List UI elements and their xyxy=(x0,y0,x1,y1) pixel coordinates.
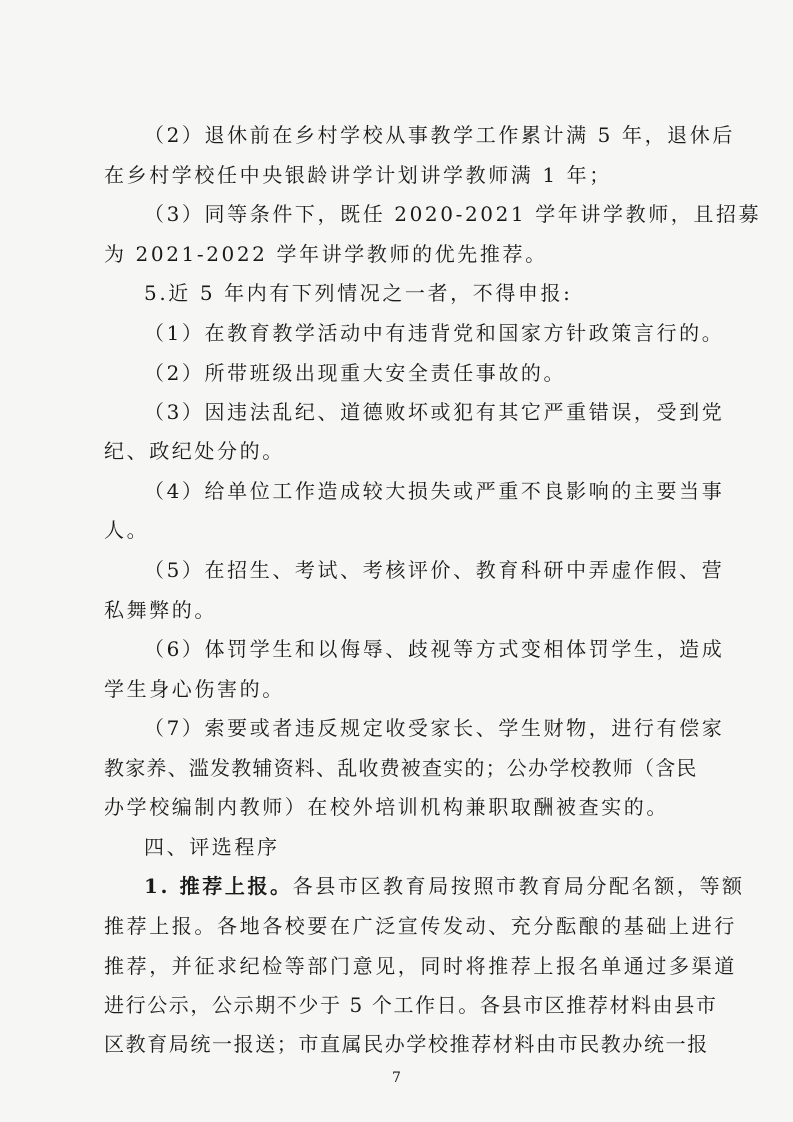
text-line: 教家养、滥发教辅资料、乱收费被查实的；公办学校教师（含民 xyxy=(104,756,698,780)
page-number: 7 xyxy=(392,1070,401,1086)
text-line: 纪、政纪处分的。 xyxy=(104,439,285,463)
text-line: 区教育局统一报送；市直属民办学校推荐材料由市民教办统一报 xyxy=(104,1032,709,1056)
text-line: （2）退休前在乡村学校从事教学工作累计满 5 年，退休后 xyxy=(144,123,735,147)
text-line: （5）在招生、考试、考核评价、教育科研中弄虚作假、营 xyxy=(144,558,725,582)
text-line: 人。 xyxy=(104,518,150,542)
text-line: 私舞弊的。 xyxy=(104,598,217,622)
text-line: 为 2021-2022 学年讲学教师的优先推荐。 xyxy=(104,242,548,266)
subsection-heading: 1. 推荐上报。 xyxy=(144,874,293,898)
text-run: 各县市区教育局按照市教育局分配名额，等额 xyxy=(292,874,745,898)
text-line: （3）因违法乱纪、道德败坏或犯有其它严重错误，受到党 xyxy=(144,400,725,424)
text-line: （2）所带班级出现重大安全责任事故的。 xyxy=(144,361,567,385)
text-line: 推荐，并征求纪检等部门意见，同时将推荐上报名单通过多渠道 xyxy=(104,954,737,978)
text-line: 学生身心伤害的。 xyxy=(104,677,285,701)
text-line: （1）在教育教学活动中有违背党和国家方针政策言行的。 xyxy=(144,321,725,345)
text-line: （6）体罚学生和以侮辱、歧视等方式变相体罚学生，造成 xyxy=(144,637,725,661)
section-heading: 四、评选程序 xyxy=(144,835,280,859)
text-line: 在乡村学校任中央银龄讲学计划讲学教师满 1 年； xyxy=(104,163,612,187)
text-line xyxy=(144,873,745,899)
text-line: （3）同等条件下，既任 2020-2021 学年讲学教师，且招募 xyxy=(144,202,762,226)
text-line: 办学校编制内教师）在校外培训机构兼职取酬被查实的。 xyxy=(104,795,669,819)
text-line: （7）索要或者违反规定收受家长、学生财物，进行有偿家 xyxy=(144,716,725,740)
text-line: （4）给单位工作造成较大损失或严重不良影响的主要当事 xyxy=(144,479,725,503)
text-line: 推荐上报。各地各校要在广泛宣传发动、充分酝酿的基础上进行 xyxy=(104,914,737,938)
text-line: 进行公示，公示期不少于 5 个工作日。各县市区推荐材料由县市 xyxy=(104,993,718,1017)
text-line: 5.近 5 年内有下列情况之一者，不得申报: xyxy=(144,281,573,305)
